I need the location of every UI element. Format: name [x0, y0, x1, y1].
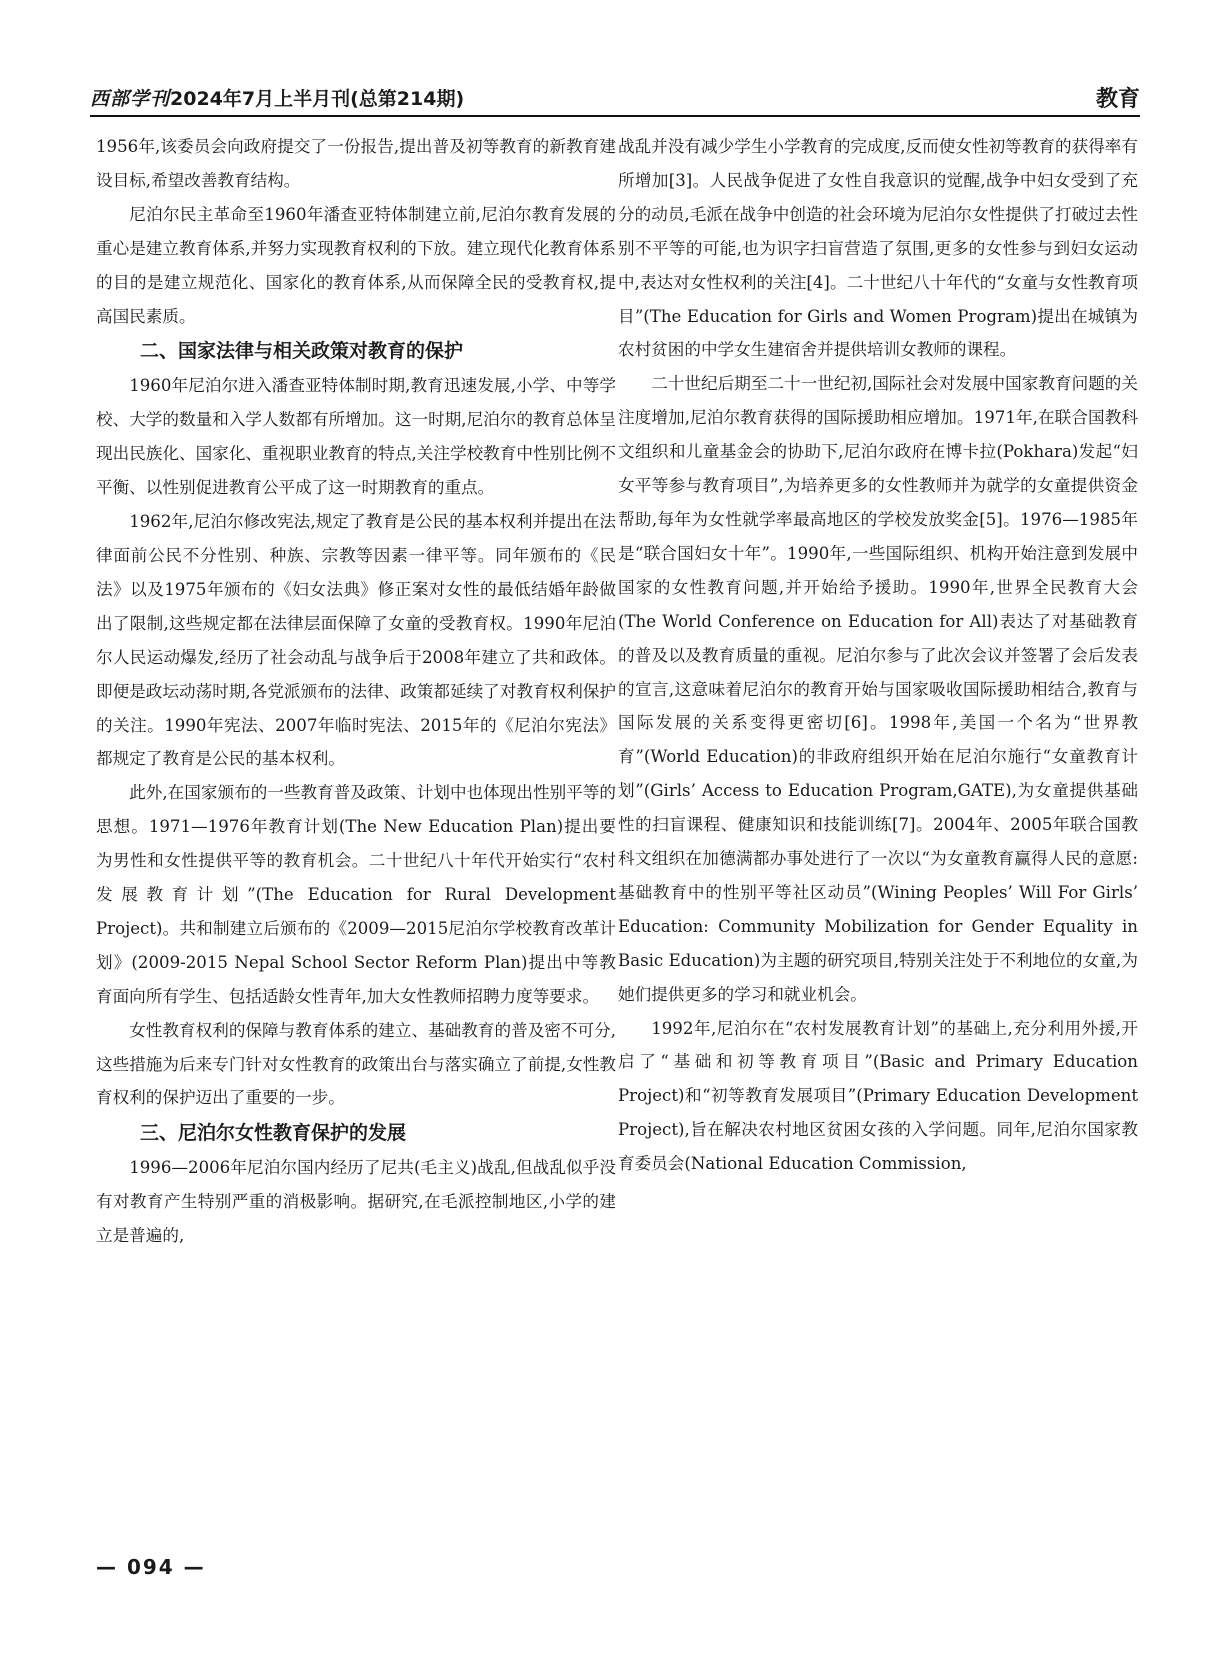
right-column: [618, 130, 1138, 1181]
paragraph: 二十世纪后期至二十一世纪初,国际社会对发展中国家教育问题的关注度增加,尼泊尔教育获得的国际援助相应增加。1971年,在联合国教科文组织和儿童基金会的协助下,尼泊尔政府在博卡拉(Pokhara)发起“妇女平等参与教育项目”,为培养更多的女性教师并为就学的女童提供资金帮助,每年为女性就学率最高地区的学校发放奖金[5]。1976—1985年是“联合国妇女十年”。1990年,一些国际组织、机构开始注意到发展中国家的女性教育问题,并开始给予援助。1990年,世界全民教育大会(The World Conference on Education for All)表达了对基础教育的普及以及教育质量的重视。尼泊尔参与了此次会议并签署了会后发表的宣言,这意味着尼泊尔的教育开始与国家吸收国际援助相结合,教育与国际发展的关系变得更密切[6]。1998年,美国一个名为“世界教育”(World Education)的非政府组织开始在尼泊尔施行“女童教育计划”(Girls’ Access to Education Program,GATE),为女童提供基础性的扫盲课程、健康知识和技能训练[7]。2004年、2005年联合国教科文组织在加德满都办事处进行了一次以“为女童教育赢得人民的意愿:基础教育中的性别平等社区动员”(Wining Peoples’ Will For Girls’ Education: Community Mobilization for Gender Equality in Basic Education)为主题的研究项目,特别关注处于不利地位的女童,为她们提供更多的学习和就业机会。: [618, 374, 1138, 1004]
left-column: [96, 130, 616, 1253]
paragraph: 尼泊尔民主革命至1960年潘查亚特体制建立前,尼泊尔教育发展的重心是建立教育体系,并努力实现教育权利的下放。建立现代化教育体系的目的是建立规范化、国家化的教育体系,从而保障全民的受教育权,提高国民素质。: [96, 204, 616, 326]
paragraph: 女性教育权利的保障与教育体系的建立、基础教育的普及密不可分,这些措施为后来专门针对女性教育的政策出台与落实确立了前提,女性教育权利的保护迈出了重要的一步。: [96, 1020, 616, 1108]
paragraph: 1996—2006年尼泊尔国内经历了尼共(毛主义)战乱,但战乱似乎没有对教育产生特别严重的消极影响。据研究,在毛派控制地区,小学的建立是普遍的,: [96, 1158, 616, 1246]
page-header: [90, 78, 1140, 118]
paragraph: 1962年,尼泊尔修改宪法,规定了教育是公民的基本权利并提出在法律面前公民不分性别、种族、宗教等因素一律平等。同年颁布的《民法》以及1975年颁布的《妇女法典》修正案对女性的最低结婚年龄做出了限制,这些规定都在法律层面保障了女童的受教育权。1990年尼泊尔人民运动爆发,经历了社会动乱与战争后于2008年建立了共和政体。即便是政坛动荡时期,各党派颁布的法律、政策都延续了对教育权利保护的关注。1990年宪法、2007年临时宪法、2015年的《尼泊尔宪法》都规定了教育是公民的基本权利。: [96, 512, 616, 769]
page-number: — 094 —: [96, 1555, 206, 1579]
section-heading: 三、尼泊尔女性教育保护的发展: [140, 1122, 407, 1145]
section-label: 教育: [1095, 87, 1140, 112]
paragraph: 1960年尼泊尔进入潘查亚特体制时期,教育迅速发展,小学、中等学校、大学的数量和入学人数都有所增加。这一时期,尼泊尔的教育总体呈现出民族化、国家化、重视职业教育的特点,关注学校教育中性别比例不平衡、以性别促进教育公平成了这一时期教育的重点。: [96, 376, 616, 498]
paragraph: 1956年,该委员会向政府提交了一份报告,提出普及初等教育的新教育建设目标,希望改善教育结构。: [96, 137, 616, 190]
journal-logo: 西部学刊: [90, 88, 171, 110]
issue-info: 2024年7月上半月刊(总第214期): [170, 88, 465, 110]
section-heading: 二、国家法律与相关政策对教育的保护: [140, 340, 464, 363]
paragraph: 此外,在国家颁布的一些教育普及政策、计划中也体现出性别平等的思想。1971—1976年教育计划(The New Education Plan)提出要为男性和女性提供平等的教育机会。二十世纪八十年代开始实行“农村发展教育计划”(The Education for Rural Development Project)。共和制建立后颁布的《2009—2015尼泊尔学校教育改革计划》(2009-2015 Nepal School Sector Reform Plan)提出中等教育面向所有学生、包括适龄女性青年,加大女性教师招聘力度等要求。: [96, 783, 616, 1006]
header-rule: [90, 115, 1140, 117]
paragraph: 战乱并没有减少学生小学教育的完成度,反而使女性初等教育的获得率有所增加[3]。人民战争促进了女性自我意识的觉醒,战争中妇女受到了充分的动员,毛派在战争中创造的社会环境为尼泊尔女性提供了打破过去性别不平等的可能,也为识字扫盲营造了氛围,更多的女性参与到妇女运动中,表达对女性权利的关注[4]。二十世纪八十年代的“女童与女性教育项目”(The Education for Girls and Women Program)提出在城镇为农村贫困的中学女生建宿舍并提供培训女教师的课程。: [618, 137, 1138, 360]
paragraph: 1992年,尼泊尔在“农村发展教育计划”的基础上,充分利用外援,开启了“基础和初等教育项目”(Basic and Primary Education Project)和“初等教育发展项目”(Primary Education Development Project),旨在解决农村地区贫困女孩的入学问题。同年,尼泊尔国家教育委员会(National Education Commission,: [618, 1018, 1138, 1174]
journal-issue: [90, 84, 464, 111]
